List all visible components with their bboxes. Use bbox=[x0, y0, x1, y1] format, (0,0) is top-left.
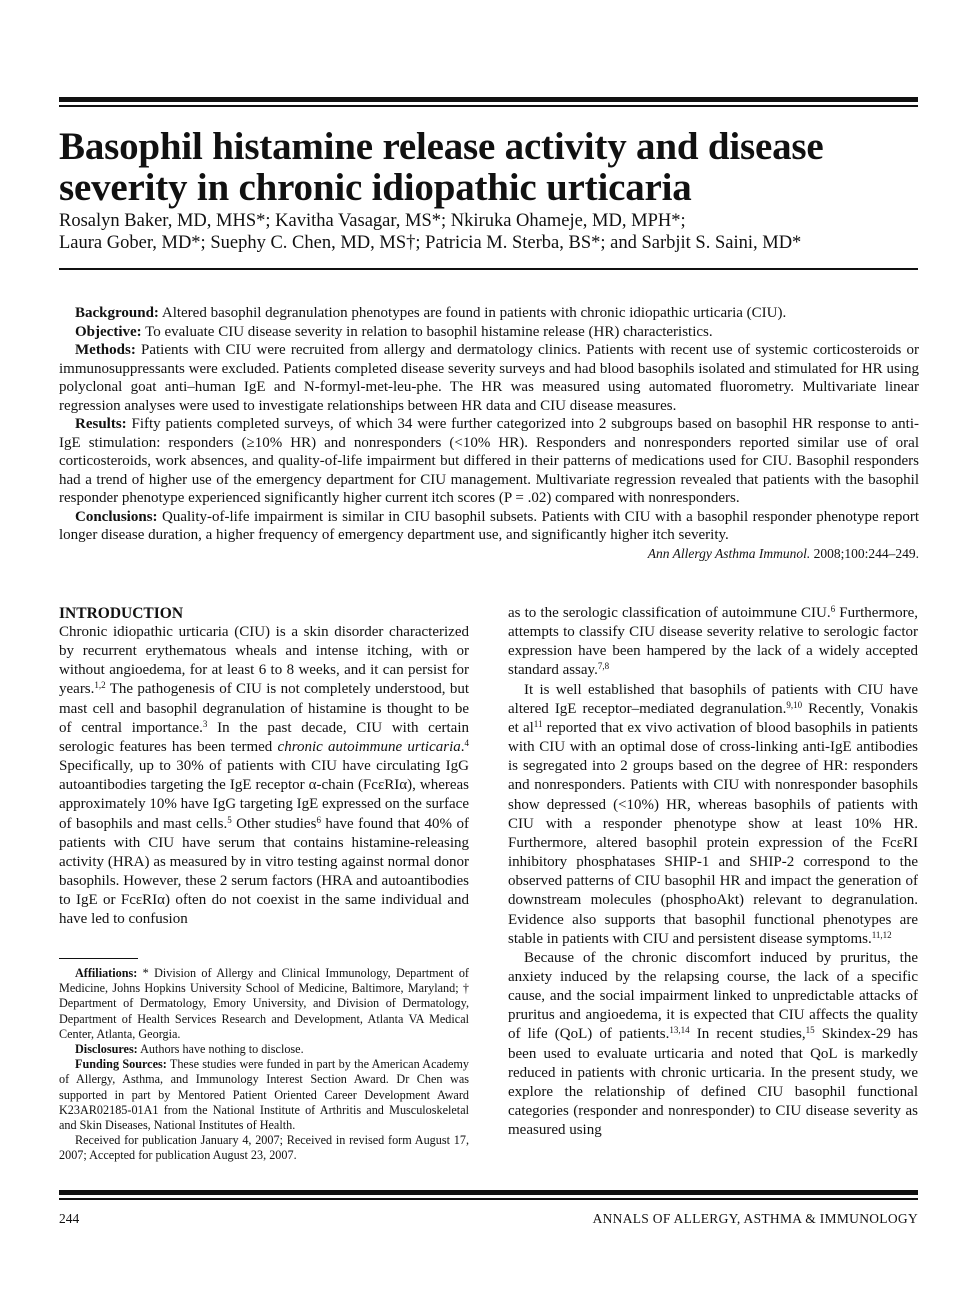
abstract-results bbox=[59, 415, 919, 508]
journal-name: ANNALS OF ALLERGY, ASTHMA & IMMUNOLOGY bbox=[592, 1211, 918, 1226]
abstract-objective bbox=[59, 323, 919, 342]
ref-superscript: 4 bbox=[464, 737, 469, 748]
footnote-received: Received for publication January 4, 2007; Received in revised form August 17, 2007; Accepted for publication August 23, 2007. bbox=[59, 1133, 469, 1163]
abstract-conclusions bbox=[59, 508, 919, 545]
ref-superscript: 6 bbox=[316, 814, 321, 825]
left-column bbox=[59, 604, 469, 930]
affiliations-label: Affiliations: bbox=[75, 966, 138, 980]
abstract bbox=[59, 304, 919, 563]
objective-label: Objective: bbox=[75, 323, 142, 340]
methods-text: Patients with CIU were recruited from allergy and dermatology clinics. Patients with recent use of systemic corticosteroids or immunosuppressants were excluded. Patients completed disease severity surveys and had blood basophils isolated and stimulated for HR using polyclonal goat anti–human IgE and N-formyl-met-leu-phe. The HR was measured using automated fluorometry. Multivariate linear regression analyses were used to investigate relationships between HR data and CIU disease measures. bbox=[59, 342, 920, 414]
background-label: Background: bbox=[75, 305, 159, 321]
abstract-background bbox=[59, 304, 919, 323]
ref-superscript: 11 bbox=[533, 718, 543, 729]
ref-superscript: 15 bbox=[805, 1025, 815, 1036]
ref-superscript: 11,12 bbox=[871, 929, 892, 940]
italic-term: chronic autoimmune urticaria bbox=[277, 738, 461, 755]
citation-journal: Ann Allergy Asthma Immunol. bbox=[647, 545, 811, 561]
header-rule-thin bbox=[59, 105, 918, 107]
abstract-methods bbox=[59, 341, 919, 415]
ref-superscript: 6 bbox=[830, 604, 836, 614]
results-text: Fifty patients completed surveys, of which 34 were further categorized into 2 subgroups based on basophil HR response to anti-IgE stimulation: responders (≥10% HR) and nonresponders (<10% HR). Responders and nonresponders reported similar use of oral corticosteroids, work absences, and quality-of-life impairment but differed in their patterns of medications used for CIU. Basophil responders had a trend of higher use of the emergency department for CIU management. Multivariate regression revealed that patients with the basophil responder phenotype experienced significantly higher current itch scores (P = .02) compared with nonresponders. bbox=[59, 416, 919, 506]
ref-superscript: 5 bbox=[227, 814, 232, 825]
methods-label: Methods: bbox=[75, 342, 136, 358]
authors-line-1: Rosalyn Baker, MD, MHS*; Kavitha Vasagar, MS*; Nkiruka Ohameje, MD, MPH*; bbox=[59, 211, 686, 231]
citation-ref: 2008;100:244–249. bbox=[813, 545, 919, 561]
ref-superscript: 9,10 bbox=[786, 699, 803, 710]
conclusions-label: Conclusions: bbox=[75, 508, 158, 525]
page-number: 244 bbox=[59, 1211, 80, 1226]
intro-paragraph-2: as to the serologic classification of autoimmune CIU.$^6$ Furthermore, attempts to classify CIU disease severity relative to serologic factor expression have been hampered by the lack of a widely accepted standard assay.$^{7,8}$ bbox=[508, 604, 919, 679]
citation bbox=[59, 545, 919, 564]
conclusions-text: Quality-of-life impairment is similar in CIU basophil subsets. Patients with CIU with a basophil responder phenotype report longer disease duration, a higher frequency of emergency department use, and significantly higher itch severity. bbox=[59, 508, 919, 543]
ref-superscript: 13,14 bbox=[669, 1025, 690, 1036]
ref-superscript: 1,2 bbox=[94, 680, 106, 691]
abstract-top-rule bbox=[59, 268, 918, 270]
footnote-disclosures: Disclosures: Authors have nothing to disclose. bbox=[75, 1042, 304, 1057]
intro-paragraph-4: Because of the chronic discomfort induced by pruritus, the anxiety induced by the relapsing course, the lack of a specific cause, and the social impairment linked to unpredictable attacks of pruritus and angioedema, it is expected that CIU affects the quality of life (QoL) of patients.$^{13,14}$ In recent studies,$^{15}$ Skindex-29 has been used to evaluate urticaria and noted that QoL is markedly reduced in patients with chronic urticaria. In the present study, we explore the relationship of defined CIU basophil functional categories (responder and nonresponder) to CIU disease severity as measured using bbox=[508, 949, 918, 1139]
funding-label: Funding Sources: bbox=[75, 1057, 167, 1072]
article-title: Basophil histamine release activity and disease severity in chronic idiopathic urticaria bbox=[59, 125, 824, 209]
footer-rule-thin bbox=[59, 1198, 918, 1200]
right-column bbox=[508, 604, 918, 1140]
ref-superscript: 7,8 bbox=[597, 661, 610, 672]
intro-paragraph-1: Chronic idiopathic urticaria (CIU) is a skin disorder characterized by recurrent erythematous wheals and intense itching, with or without angioedema, for at least 6 to 8 weeks, and it can persist for years.$^{1,2}$ The pathogenesis of CIU is not completely understood, but mast cell and basophil degranulation of histamine is thought to be of central importance.$^3$ In the past decade, CIU with certain serologic features has been termed chronic autoimmune urticaria.$^4$ Specifically, up to 30% of patients with CIU have circulating IgG autoantibodies targeting the IgE receptor α-chain (FcεRIα), whereas approximately 10% have IgG targeting IgE expressed on the surface of basophils and mast cells.$^5$ Other studies$^6$ have found that 40% of patients with CIU have serum that contains histamine-releasing activity (HRA) as measured by in vitro testing against normal donor basophils. However, these 2 serum factors (HRA and autoantibodies to IgE or FcεRIα) often do not coexist in the same individual and have led to confusion bbox=[59, 624, 469, 928]
results-label: Results: bbox=[75, 416, 127, 432]
authors-line-2: Laura Gober, MD*; Suephy C. Chen, MD, MS†; Patricia M. Sterba, BS*; and Sarbjit S. Saini, MD* bbox=[59, 233, 802, 253]
author-list bbox=[59, 210, 919, 254]
disclosures-label: Disclosures: bbox=[75, 1042, 138, 1057]
ref-superscript: 3 bbox=[202, 718, 208, 729]
header-rule-thick bbox=[59, 97, 918, 102]
footnote-separator bbox=[59, 958, 138, 959]
intro-paragraph-3: It is well established that basophils of patients with CIU have altered IgE receptor–mediated degranulation.$^{9,10}$ Recently, Vonakis et $al^{11}$ reported that ex vivo activation of blood basophils in patients with CIU with an optimal dose of cross-linking anti-IgE antibodies is segregated into 2 groups based on the degree of HR: responders and nonresponders. Patients with CIU with nonresponder basophils show depressed (<10%) HR, whereas basophils of patients with CIU with a responder phenotype show at least 10% HR. Furthermore, altered basophil protein expression of the FcεRI inhibitory phosphatases SHIP-1 and SHIP-2 correspond to the observed patterns of CIU basophil HR and impact the generation of downstream molecules (phosphoAkt) relevant to degranulation. Evidence also supports that basophil functional phenotypes are stable in patients with CIU and persistent disease symptoms.$^{11,12}$ bbox=[508, 681, 918, 947]
background-text: Altered basophil degranulation phenotypes are found in patients with chronic idiopathic urticaria (CIU). bbox=[161, 305, 787, 321]
objective-text: To evaluate CIU disease severity in relation to basophil histamine release (HR) characteristics. bbox=[145, 323, 713, 340]
footer-rule-thick bbox=[59, 1190, 918, 1195]
footnotes bbox=[59, 966, 469, 1164]
footnote-affiliations: Affiliations: * Division of Allergy and Clinical Immunology, Department of Medicine, Johns Hopkins University School of Medicine, Baltimore, Maryland; † Department of Dermatology, Emory University, and Division of Dermatology, Department of Health Services Research and Development, Atlanta VA Medical Center, Atlanta, Georgia. bbox=[59, 966, 469, 1041]
section-heading-introduction: INTRODUCTION bbox=[59, 605, 184, 622]
footnote-funding: Funding Sources: These studies were funded in part by the American Academy of Allergy, Asthma, and Immunology Interest Section Award. Dr Chen was supported in part by Mentored Patient Oriented Career Development Award K23AR02185-01A1 from the National Institute of Arthritis and Musculoskeletal and Skin Diseases, National Institutes of Health. bbox=[59, 1057, 469, 1133]
